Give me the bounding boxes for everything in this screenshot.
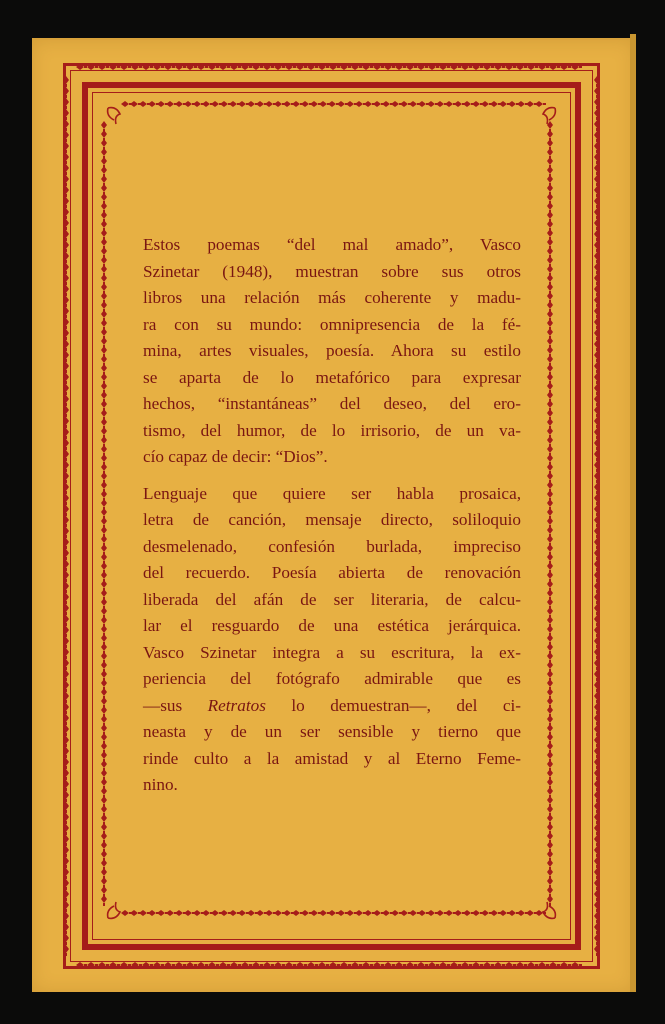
fleuron-ornament	[63, 560, 69, 571]
fleuron-ornament	[241, 962, 252, 968]
fleuron-ornament	[594, 549, 600, 560]
fleuron-ornament	[428, 962, 439, 968]
fleuron-ornament	[296, 962, 307, 968]
fleuron-ornament	[594, 439, 600, 450]
blurb-paragraph-2	[143, 481, 521, 799]
fleuron-ornament	[535, 101, 546, 107]
fleuron-ornament	[63, 351, 69, 362]
fleuron-ornament	[560, 962, 571, 968]
blurb-line: letra de canción, mensaje directo, soliloquio	[143, 510, 521, 529]
fleuron-ornament	[461, 962, 472, 968]
fleuron-ornament	[307, 64, 318, 70]
fleuron-ornament	[63, 846, 69, 857]
blurb-line: neasta y de un ser sensible y tierno que	[143, 722, 521, 741]
fleuron-ornament	[594, 538, 600, 549]
fleuron-ornament	[153, 962, 164, 968]
fleuron-ornament	[351, 64, 362, 70]
fleuron-ornament	[472, 962, 483, 968]
fleuron-ornament	[594, 252, 600, 263]
fleuron-ornament	[87, 962, 98, 968]
fleuron-ornament	[594, 945, 600, 956]
fleuron-ornament	[142, 962, 153, 968]
fleuron-ornament	[63, 901, 69, 912]
fleuron-ornament	[131, 962, 142, 968]
blurb-line: tismo, del humor, de lo irrisorio, de un va-	[143, 420, 521, 440]
fleuron-ornament	[594, 494, 600, 505]
fleuron-ornament	[594, 197, 600, 208]
fleuron-ornament	[594, 516, 600, 527]
fleuron-ornament	[362, 962, 373, 968]
fleuron-ornament	[594, 219, 600, 230]
fleuron-ornament	[594, 725, 600, 736]
fleuron-ornament	[197, 64, 208, 70]
fleuron-ornament	[63, 945, 69, 956]
fleuron-ornament	[63, 758, 69, 769]
blurb-line: lar el resguardo de una estética jerárquica.	[143, 616, 521, 635]
fleuron-ornament	[63, 406, 69, 417]
fleuron-ornament	[63, 318, 69, 329]
fleuron-ornament	[109, 64, 120, 70]
fleuron-ornament	[252, 962, 263, 968]
fleuron-ornament	[63, 714, 69, 725]
italic-book-title: Retratos	[207, 695, 266, 715]
fleuron-ornament	[197, 962, 208, 968]
fleuron-ornament	[594, 747, 600, 758]
fleuron-ornament	[76, 64, 87, 70]
fleuron-ornament	[63, 329, 69, 340]
corner-flourish	[108, 902, 120, 918]
fleuron-ornament	[594, 527, 600, 538]
fleuron-ornament	[594, 813, 600, 824]
blurb-line: liberada del afán de ser literaria, de calcu-	[143, 589, 521, 609]
fleuron-ornament	[428, 64, 439, 70]
fleuron-ornament	[63, 164, 69, 175]
fleuron-ornament	[594, 208, 600, 219]
fleuron-ornament	[594, 769, 600, 780]
fleuron-ornament	[63, 879, 69, 890]
fleuron-ornament	[63, 197, 69, 208]
fleuron-ornament	[594, 384, 600, 395]
fleuron-ornament	[63, 604, 69, 615]
fleuron-ornament	[494, 64, 505, 70]
fleuron-ornament	[560, 64, 571, 70]
fleuron-ornament	[594, 186, 600, 197]
fleuron-ornament	[406, 64, 417, 70]
fleuron-ornament	[63, 527, 69, 538]
fleuron-ornament	[63, 483, 69, 494]
fleuron-ornament	[98, 64, 109, 70]
fleuron-ornament	[63, 747, 69, 758]
fleuron-ornament	[594, 164, 600, 175]
fleuron-ornament	[594, 428, 600, 439]
fleuron-ornament	[594, 76, 600, 87]
blurb-paragraph-1	[143, 232, 521, 471]
fleuron-ornament	[131, 64, 142, 70]
fleuron-ornament	[63, 153, 69, 164]
fleuron-ornament	[186, 962, 197, 968]
fleuron-ornament	[76, 962, 87, 968]
blurb-line: Szinetar (1948), muestran sobre sus otros	[143, 261, 521, 281]
fleuron-ornament	[417, 962, 428, 968]
fleuron-ornament	[594, 274, 600, 285]
fleuron-ornament	[164, 64, 175, 70]
fleuron-ornament	[594, 890, 600, 901]
fleuron-ornament	[594, 714, 600, 725]
fleuron-ornament	[594, 285, 600, 296]
fleuron-ornament	[63, 615, 69, 626]
fleuron-ornament	[594, 241, 600, 252]
fleuron-ornament	[505, 64, 516, 70]
fleuron-ornament	[63, 934, 69, 945]
fleuron-ornament	[594, 340, 600, 351]
fleuron-ornament	[594, 560, 600, 571]
fleuron-ornament	[63, 417, 69, 428]
fleuron-ornament	[594, 868, 600, 879]
fleuron-ornament	[549, 962, 560, 968]
fleuron-ornament	[63, 120, 69, 131]
fleuron-ornament	[594, 351, 600, 362]
fleuron-ornament	[594, 153, 600, 164]
blurb-line: periencia del fotógrafo admirable que es	[143, 669, 521, 688]
fleuron-ornament	[594, 406, 600, 417]
fleuron-ornament	[594, 670, 600, 681]
fleuron-ornament	[63, 659, 69, 670]
fleuron-ornament	[373, 64, 384, 70]
fleuron-ornament	[63, 736, 69, 747]
fleuron-ornament	[63, 890, 69, 901]
fleuron-ornament	[109, 962, 120, 968]
fleuron-ornament	[63, 307, 69, 318]
fleuron-ornament	[63, 274, 69, 285]
fleuron-ornament	[594, 604, 600, 615]
fleuron-ornament	[594, 846, 600, 857]
fleuron-ornament	[450, 962, 461, 968]
fleuron-ornament	[362, 64, 373, 70]
fleuron-ornament	[63, 791, 69, 802]
fleuron-ornament	[63, 285, 69, 296]
fleuron-ornament	[594, 659, 600, 670]
fleuron-ornament	[594, 417, 600, 428]
fleuron-ornament	[142, 64, 153, 70]
fleuron-ornament	[505, 962, 516, 968]
fleuron-ornament	[285, 962, 296, 968]
blurb-line: ra con su mundo: omnipresencia de la fé-	[143, 314, 521, 334]
fleuron-ornament	[594, 483, 600, 494]
fleuron-ornament	[263, 64, 274, 70]
fleuron-ornament	[63, 395, 69, 406]
fleuron-ornament	[63, 824, 69, 835]
fleuron-ornament	[538, 962, 549, 968]
fleuron-ornament	[329, 962, 340, 968]
fleuron-ornament	[594, 472, 600, 483]
fleuron-ornament	[230, 64, 241, 70]
fleuron-ornament	[63, 450, 69, 461]
fleuron-ornament	[373, 962, 384, 968]
fleuron-ornament	[594, 824, 600, 835]
fleuron-ornament	[63, 362, 69, 373]
fleuron-ornament	[153, 64, 164, 70]
fleuron-ornament	[285, 64, 296, 70]
fleuron-ornament	[63, 780, 69, 791]
fleuron-ornament	[594, 120, 600, 131]
fleuron-ornament	[594, 395, 600, 406]
fleuron-ornament	[101, 895, 107, 906]
fleuron-ornament	[208, 962, 219, 968]
fleuron-ornament	[351, 962, 362, 968]
fleuron-ornament	[318, 64, 329, 70]
fleuron-ornament	[63, 461, 69, 472]
fleuron-ornament	[63, 76, 69, 87]
fleuron-ornament	[219, 64, 230, 70]
fleuron-ornament	[63, 219, 69, 230]
fleuron-ornament	[594, 87, 600, 98]
fleuron-ornament	[395, 64, 406, 70]
blurb-line: hechos, “instantáneas” del deseo, del ero-	[143, 394, 521, 413]
fleuron-ornament	[594, 362, 600, 373]
fleuron-ornament	[63, 373, 69, 384]
fleuron-ornament	[63, 296, 69, 307]
blurb-line-suffix: lo demuestran—, del ci-	[265, 695, 521, 715]
fleuron-ornament	[63, 802, 69, 813]
fleuron-ornament	[594, 109, 600, 120]
fleuron-ornament	[63, 472, 69, 483]
fleuron-ornament	[63, 87, 69, 98]
corner-flourish	[543, 108, 555, 124]
blurb-line: nino.	[143, 775, 178, 794]
fleuron-ornament	[439, 64, 450, 70]
fleuron-ornament	[63, 494, 69, 505]
fleuron-ornament	[594, 615, 600, 626]
fleuron-ornament	[494, 962, 505, 968]
fleuron-ornament	[538, 64, 549, 70]
fleuron-ornament	[594, 857, 600, 868]
fleuron-ornament	[594, 626, 600, 637]
fleuron-ornament	[63, 230, 69, 241]
blurb-line: libros una relación más coherente y madu-	[143, 288, 521, 307]
fleuron-ornament	[549, 64, 560, 70]
fleuron-ornament	[63, 175, 69, 186]
fleuron-ornament	[63, 241, 69, 252]
fleuron-ornament	[594, 835, 600, 846]
fleuron-ornament	[63, 571, 69, 582]
fleuron-ornament	[230, 962, 241, 968]
fleuron-ornament	[571, 962, 582, 968]
fleuron-ornament	[296, 64, 307, 70]
fleuron-ornament	[594, 296, 600, 307]
fleuron-ornament	[594, 593, 600, 604]
blurb-line-prefix: —sus	[143, 695, 208, 715]
fleuron-ornament	[483, 962, 494, 968]
fleuron-ornament	[594, 582, 600, 593]
fleuron-ornament	[594, 98, 600, 109]
fleuron-ornament	[594, 692, 600, 703]
fleuron-ornament	[594, 230, 600, 241]
fleuron-ornament	[63, 131, 69, 142]
fleuron-ornament	[63, 703, 69, 714]
blurb-line-with-italic-title	[143, 693, 521, 720]
fleuron-ornament	[594, 681, 600, 692]
blurb-line: mina, artes visuales, poesía. Ahora su estilo	[143, 341, 521, 360]
fleuron-ornament	[63, 384, 69, 395]
fleuron-ornament	[120, 64, 131, 70]
fleuron-ornament	[594, 901, 600, 912]
blurb-line: del recuerdo. Poesía abierta de renovación	[143, 563, 521, 582]
fleuron-ornament	[120, 962, 131, 968]
fleuron-ornament	[63, 538, 69, 549]
blurb-line: rinde culto a la amistad y al Eterno Feme-	[143, 748, 521, 768]
fleuron-ornament	[461, 64, 472, 70]
fleuron-ornament	[63, 912, 69, 923]
fleuron-ornament	[594, 175, 600, 186]
fleuron-ornament	[63, 593, 69, 604]
fleuron-ornament	[63, 626, 69, 637]
fleuron-ornament	[63, 263, 69, 274]
fleuron-ornament	[175, 64, 186, 70]
fleuron-ornament	[63, 769, 69, 780]
fleuron-ornament	[594, 263, 600, 274]
fleuron-ornament	[406, 962, 417, 968]
fleuron-ornament	[63, 923, 69, 934]
fleuron-ornament	[594, 802, 600, 813]
fleuron-ornament	[594, 934, 600, 945]
fleuron-ornament	[63, 109, 69, 120]
fleuron-ornament	[594, 637, 600, 648]
fleuron-ornament	[439, 962, 450, 968]
fleuron-ornament	[63, 208, 69, 219]
fleuron-ornament	[307, 962, 318, 968]
fleuron-ornament	[340, 962, 351, 968]
fleuron-ornament	[252, 64, 263, 70]
fleuron-ornament	[164, 962, 175, 968]
fleuron-ornament	[63, 98, 69, 109]
fleuron-ornament	[340, 64, 351, 70]
fleuron-ornament	[395, 962, 406, 968]
fleuron-ornament	[472, 64, 483, 70]
fleuron-ornament	[63, 582, 69, 593]
fleuron-ornament	[594, 142, 600, 153]
fleuron-ornament	[318, 962, 329, 968]
fleuron-ornament	[594, 450, 600, 461]
fleuron-ornament	[208, 64, 219, 70]
blurb-line: Estos poemas “del mal amado”, Vasco	[143, 235, 521, 254]
fleuron-ornament	[594, 329, 600, 340]
fleuron-ornament	[274, 962, 285, 968]
fleuron-ornament	[594, 758, 600, 769]
fleuron-ornament	[571, 64, 582, 70]
fleuron-ornament	[417, 64, 428, 70]
back-cover-blurb	[143, 232, 521, 809]
fleuron-ornament	[63, 142, 69, 153]
fleuron-ornament	[516, 64, 527, 70]
fleuron-ornament	[63, 868, 69, 879]
fleuron-ornament	[63, 252, 69, 263]
fleuron-ornament	[594, 461, 600, 472]
fleuron-ornament	[186, 64, 197, 70]
fleuron-ornament	[219, 962, 230, 968]
fleuron-ornament	[594, 131, 600, 142]
fleuron-ornament	[63, 681, 69, 692]
fleuron-ornament	[594, 923, 600, 934]
blurb-line: Lenguaje que quiere ser habla prosaica,	[143, 483, 521, 503]
fleuron-ornament	[63, 516, 69, 527]
fleuron-ornament	[63, 340, 69, 351]
fleuron-ornament	[63, 857, 69, 868]
fleuron-ornament	[63, 439, 69, 450]
fleuron-ornament	[594, 571, 600, 582]
fleuron-ornament	[594, 879, 600, 890]
fleuron-ornament	[483, 64, 494, 70]
fleuron-ornament	[594, 505, 600, 516]
fleuron-ornament	[594, 373, 600, 384]
fleuron-ornament	[63, 835, 69, 846]
fleuron-ornament	[63, 637, 69, 648]
fleuron-ornament	[384, 64, 395, 70]
blurb-line: desmelenado, confesión burlada, impreciso	[143, 536, 521, 556]
fleuron-ornament	[63, 670, 69, 681]
fleuron-ornament	[594, 648, 600, 659]
fleuron-ornament	[63, 428, 69, 439]
fleuron-ornament	[63, 813, 69, 824]
blurb-line: Vasco Szinetar integra a su escritura, la ex-	[143, 642, 521, 662]
fleuron-ornament	[241, 64, 252, 70]
fleuron-ornament	[63, 186, 69, 197]
fleuron-ornament	[63, 725, 69, 736]
blurb-line: se aparta de lo metafórico para expresar	[143, 367, 521, 387]
blurb-line: cío capaz de decir: “Dios”.	[143, 447, 328, 466]
fleuron-ornament	[594, 703, 600, 714]
corner-flourish	[108, 108, 120, 124]
fleuron-ornament	[527, 64, 538, 70]
fleuron-ornament	[594, 318, 600, 329]
fleuron-ornament	[63, 549, 69, 560]
fleuron-ornament	[384, 962, 395, 968]
fleuron-ornament	[98, 962, 109, 968]
fleuron-ornament	[87, 64, 98, 70]
fleuron-ornament	[594, 307, 600, 318]
fleuron-ornament	[594, 736, 600, 747]
fleuron-ornament	[274, 64, 285, 70]
fleuron-ornament	[516, 962, 527, 968]
fleuron-ornament	[63, 692, 69, 703]
fleuron-ornament	[63, 505, 69, 516]
fleuron-ornament	[594, 780, 600, 791]
fleuron-ornament	[594, 791, 600, 802]
fleuron-ornament	[527, 962, 538, 968]
fleuron-ornament	[63, 648, 69, 659]
fleuron-ornament	[175, 962, 186, 968]
fleuron-ornament	[329, 64, 340, 70]
fleuron-ornament	[263, 962, 274, 968]
fleuron-ornament	[594, 912, 600, 923]
fleuron-ornament	[450, 64, 461, 70]
